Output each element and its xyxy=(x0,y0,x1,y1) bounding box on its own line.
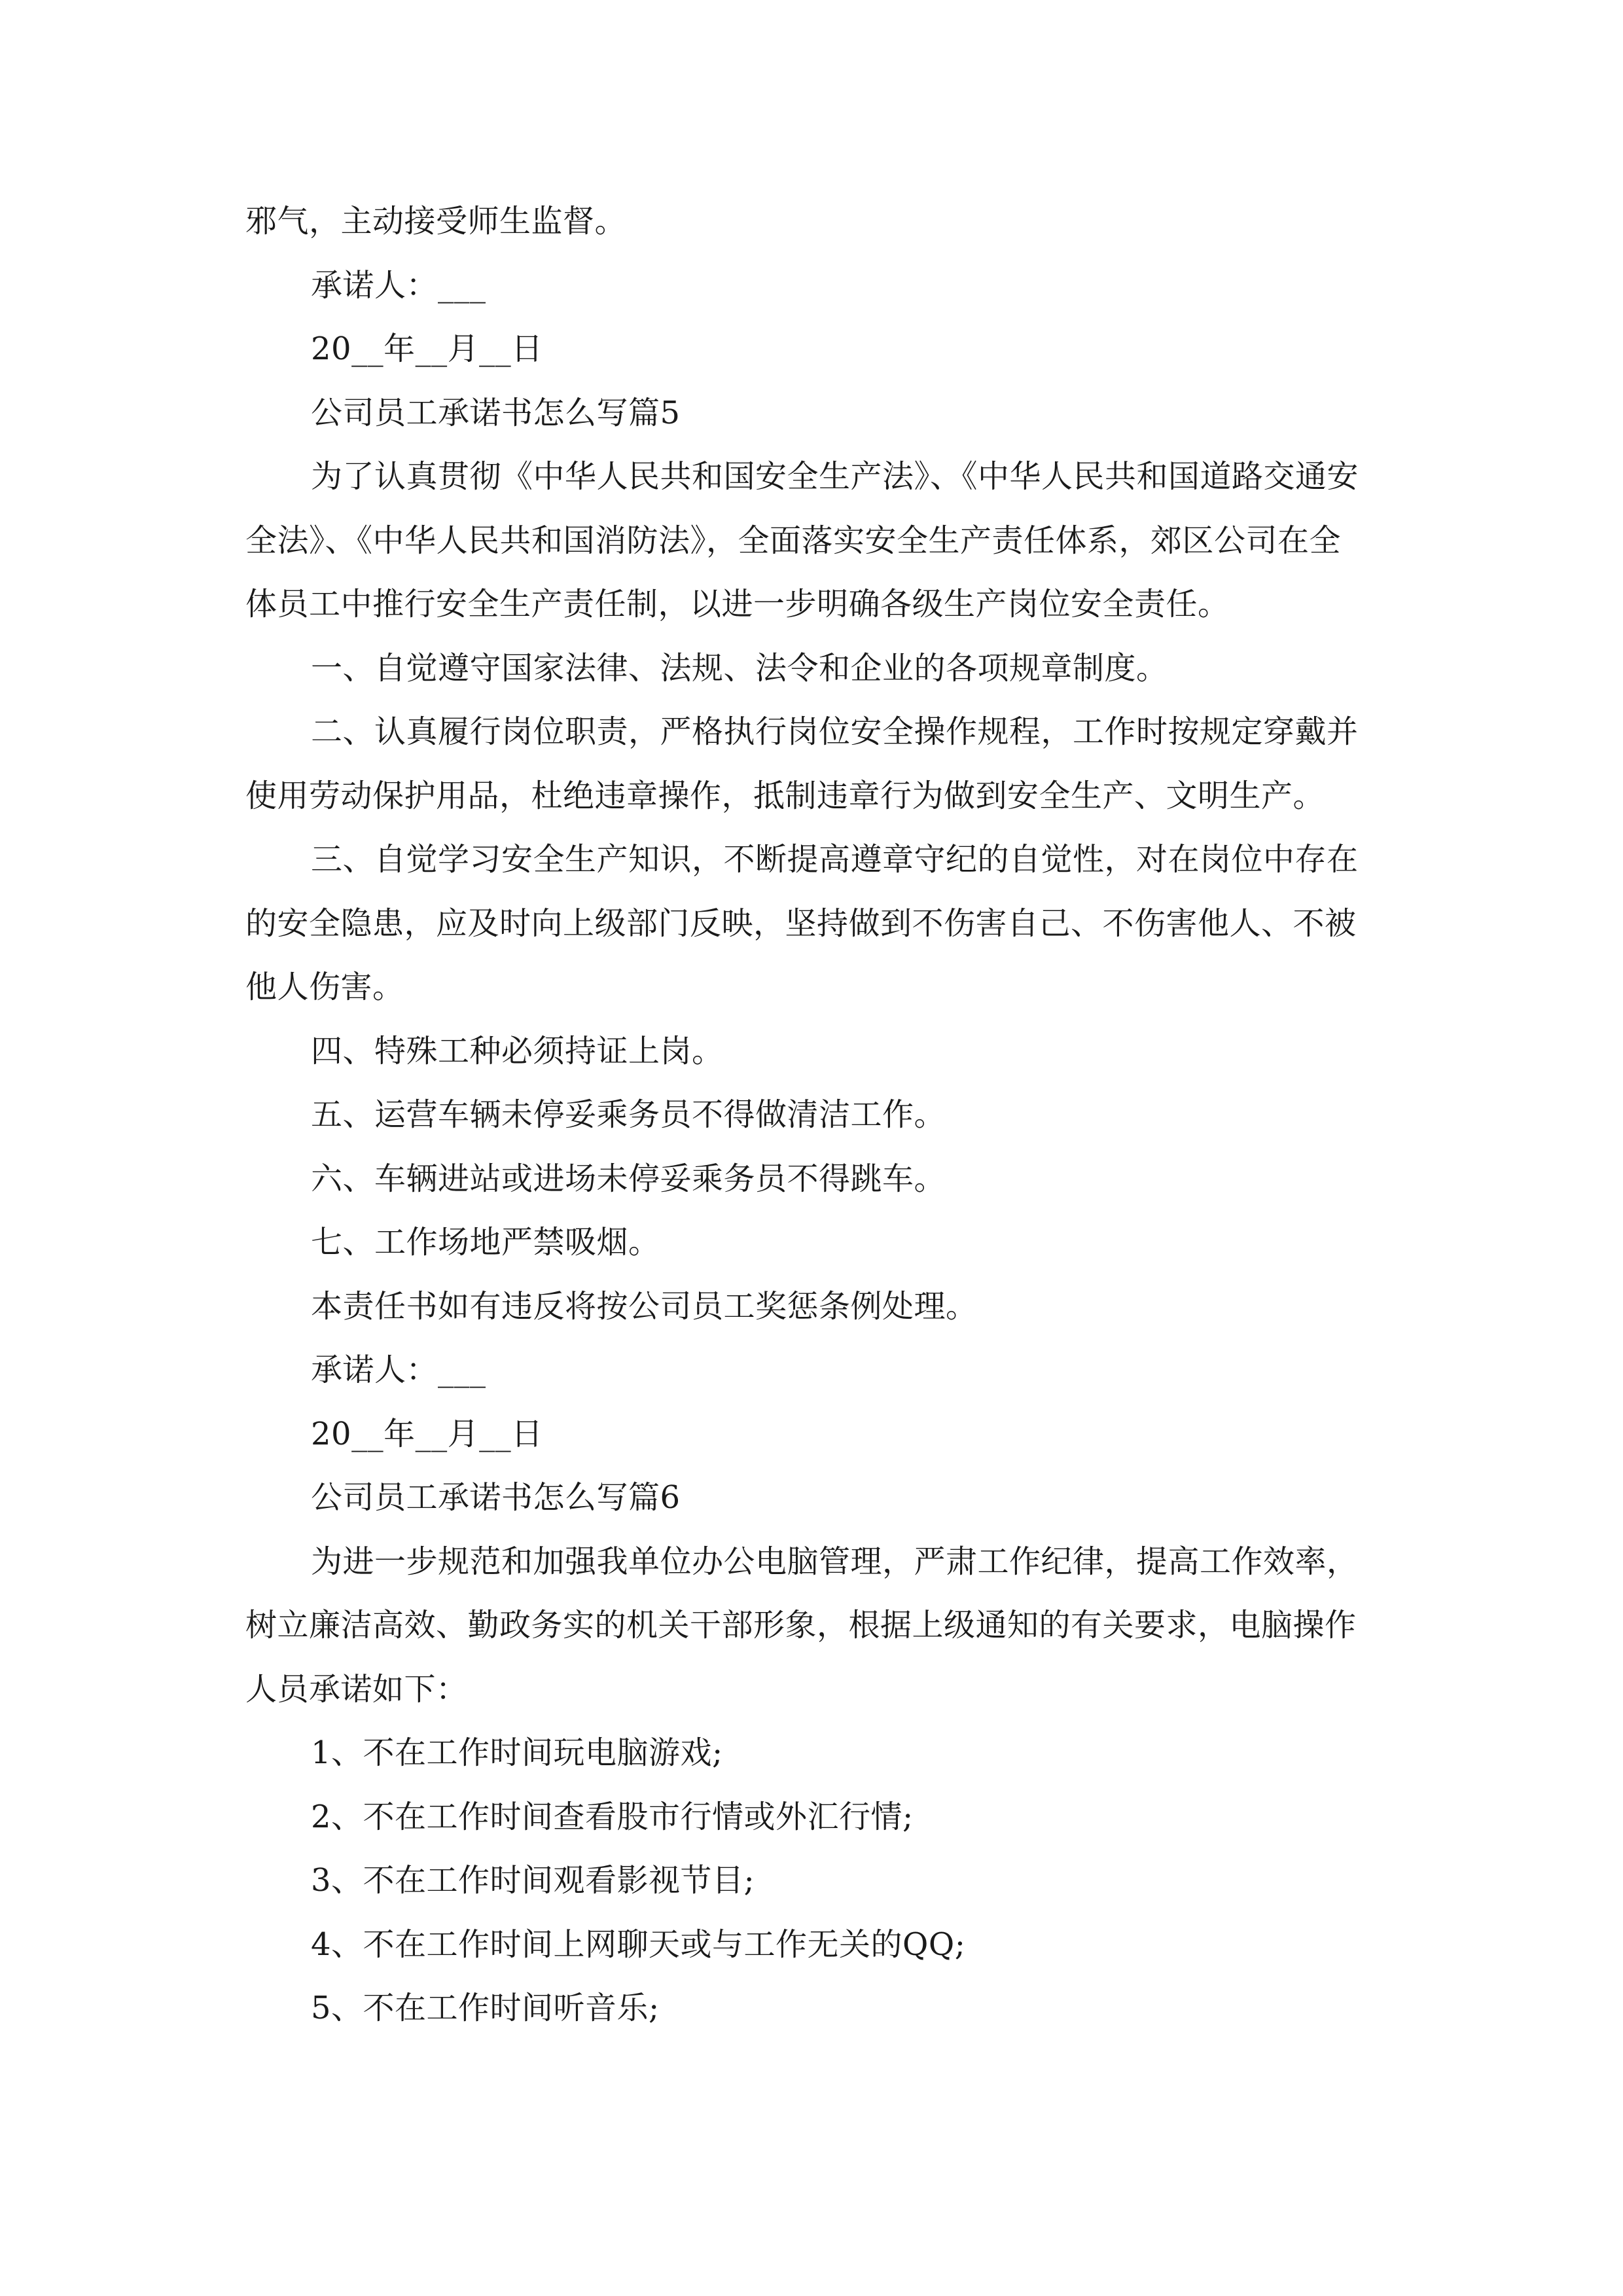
text-line: 邪气，主动接受师生监督。 xyxy=(245,203,627,240)
text-line: 5、不在工作时间听音乐; xyxy=(311,1990,660,2026)
text-line: 的安全隐患，应及时向上级部门反映，坚持做到不伤害自己、不伤害他人、不被 xyxy=(245,905,1357,942)
text-line: 二、认真履行岗位职责，严格执行岗位安全操作规程，工作时按规定穿戴并 xyxy=(311,713,1359,750)
text-line: 体员工中推行安全生产责任制，以进一步明确各级生产岗位安全责任。 xyxy=(245,586,1230,622)
text-line: 20__年__月__日 xyxy=(311,331,543,367)
text-line: 公司员工承诺书怎么写篇5 xyxy=(311,394,681,431)
text-line: 为进一步规范和加强我单位办公电脑管理，严肃工作纪律，提高工作效率， xyxy=(311,1543,1359,1580)
text-line: 20__年__月__日 xyxy=(311,1415,543,1452)
text-line: 公司员工承诺书怎么写篇6 xyxy=(311,1479,681,1516)
text-line: 人员承诺如下： xyxy=(245,1670,468,1708)
text-line: 五、运营车辆未停妥乘务员不得做清洁工作。 xyxy=(311,1096,946,1133)
text-line: 使用劳动保护用品，杜绝违章操作，抵制违章行为做到安全生产、文明生产。 xyxy=(245,777,1325,814)
text-line: 三、自觉学习安全生产知识，不断提高遵章守纪的自觉性，对在岗位中存在 xyxy=(311,841,1359,878)
text-line: 树立廉洁高效、勤政务实的机关干部形象，根据上级通知的有关要求，电脑操作 xyxy=(245,1607,1357,1643)
text-line: 一、自觉遵守国家法律、法规、法令和企业的各项规章制度。 xyxy=(311,649,1168,687)
text-line: 4、不在工作时间上网聊天或与工作无关的QQ; xyxy=(311,1926,966,1963)
text-line: 六、车辆进站或进场未停妥乘务员不得跳车。 xyxy=(311,1160,946,1197)
text-line: 四、特殊工种必须持证上岗。 xyxy=(311,1032,724,1069)
text-line: 全法》、《中华人民共和国消防法》，全面落实安全生产责任体系，郊区公司在全 xyxy=(245,522,1342,559)
text-line: 为了认真贯彻《中华人民共和国安全生产法》、《中华人民共和国道路交通安 xyxy=(311,458,1359,495)
text-line: 3、不在工作时间观看影视节目; xyxy=(311,1862,755,1899)
text-line: 2、不在工作时间查看股市行情或外汇行情; xyxy=(311,1798,914,1835)
text-line: 1、不在工作时间玩电脑游戏; xyxy=(311,1734,723,1771)
document-body xyxy=(245,190,1381,2041)
text-line: 七、工作场地严禁吸烟。 xyxy=(311,1224,660,1261)
text-line: 他人伤害。 xyxy=(245,969,404,1005)
text-line: 承诺人：___ xyxy=(311,1352,486,1388)
text-line: 承诺人：___ xyxy=(311,266,486,304)
text-line: 本责任书如有违反将按公司员工奖惩条例处理。 xyxy=(311,1287,978,1325)
